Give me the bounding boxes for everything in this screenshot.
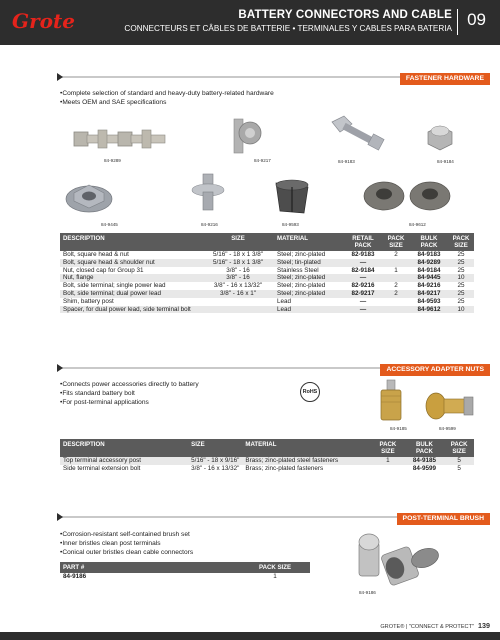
table-cell: 25	[448, 259, 474, 267]
section-marker-icon	[57, 73, 63, 81]
column-header: BULK PACK	[405, 439, 445, 457]
table-cell: Steel; zinc-plated	[274, 290, 344, 298]
table-cell: Side terminal extension bolt	[63, 464, 141, 472]
part-label: 84-9289	[104, 158, 121, 163]
table-cell: 25	[457, 251, 465, 258]
part-label: 84-9593	[282, 222, 299, 227]
footer-text: GROTE® | "CONNECT & PROTECT"	[380, 624, 474, 630]
section-marker-icon	[57, 364, 63, 372]
table-cell: 5	[457, 464, 461, 472]
part-label: 84-9183	[338, 159, 355, 164]
part-label: 84-9185	[390, 426, 407, 431]
section-title: POST-TERMINAL BRUSH	[397, 513, 490, 525]
table-cell: Bolt, side terminal; single power lead	[63, 282, 166, 290]
flange-nut-image	[62, 175, 118, 217]
table-cell: 2	[382, 290, 410, 298]
bullet-item: • Meets OEM and SAE specifications	[60, 98, 274, 107]
table-cell: Steel; zinc-plated	[277, 282, 326, 290]
table-cell: Steel; zinc-plated	[277, 251, 326, 258]
table-cell: 25	[457, 282, 465, 290]
table-cell: —	[344, 274, 382, 282]
bolt-nut-image	[328, 112, 393, 157]
table-cell: 84-9183	[417, 251, 441, 258]
table-cell: Brass; zinc-plated steel fasteners	[242, 457, 371, 465]
bullet-item: • Corrosion-resistant self-contained brush set	[60, 530, 193, 539]
column-header: MATERIAL	[242, 439, 371, 457]
part-label: 84-9216	[201, 222, 218, 227]
table-cell: Nut, flange	[60, 274, 202, 282]
single-lead-bolt-image	[186, 170, 231, 218]
table-cell: Shim, battery post	[63, 297, 114, 305]
table-cell: 3/8" - 16	[226, 266, 250, 274]
fastener-bullets	[60, 89, 274, 107]
table-cell: Top terminal accessory post	[60, 457, 188, 465]
table-row	[60, 465, 474, 473]
page-number: 139	[478, 621, 490, 630]
column-header: PACK SIZE	[240, 562, 310, 573]
table-cell: 1	[394, 266, 398, 274]
bullet-item: • Conical outer bristles clean cable connectors	[60, 548, 193, 557]
side-terminal-bolt-image	[228, 115, 278, 160]
table-cell: 25	[457, 266, 465, 274]
table-cell: Bolt, square head & nut	[63, 251, 129, 258]
section-header-adapter	[60, 364, 490, 372]
table-cell: 2	[394, 251, 398, 258]
bullet-item: • Inner bristles clean post terminals	[60, 539, 193, 548]
adapter-table	[60, 439, 474, 473]
column-header: MATERIAL	[274, 233, 344, 251]
section-title: FASTENER HARDWARE	[400, 73, 490, 85]
column-header: PART #	[60, 562, 240, 573]
page-footer	[380, 621, 490, 630]
column-header: SIZE	[202, 233, 274, 251]
column-header: RETAIL PACK	[344, 233, 382, 251]
table-row	[60, 274, 474, 282]
table-cell	[202, 298, 274, 306]
table-cell	[382, 259, 410, 267]
table-cell: Steel; zinc-plated	[274, 274, 344, 282]
table-cell: Lead	[274, 306, 344, 314]
section-header-brush	[60, 513, 490, 521]
section-header-fastener	[60, 73, 490, 81]
table-row	[60, 259, 474, 267]
square-bolts-image	[68, 118, 178, 168]
table-row	[60, 298, 474, 306]
table-header-row	[60, 439, 474, 457]
footer-bar	[0, 632, 500, 640]
brush-bullets	[60, 530, 193, 557]
table-cell: 5/16" - 18 x 1 3/8"	[202, 259, 274, 267]
table-cell: 82-9183	[351, 251, 375, 258]
closed-cap-nut-image	[420, 118, 460, 153]
part-label: 84-9612	[409, 222, 426, 227]
lead-spacers-image	[360, 178, 480, 218]
table-cell: 84-9185	[405, 457, 445, 465]
bullet-item: • Connects power accessories directly to battery	[60, 380, 199, 389]
battery-post-shim-image	[264, 177, 319, 219]
table-cell: 5	[444, 457, 474, 465]
table-cell: 25	[457, 297, 465, 305]
table-cell: Lead	[277, 297, 292, 305]
table-cell: 84-9445	[410, 274, 448, 282]
table-row	[60, 290, 474, 298]
bullet-item: • For post-terminal applications	[60, 398, 199, 407]
table-cell: 84-9599	[412, 464, 437, 472]
post-terminal-brush-image	[355, 528, 465, 598]
column-header: PACK SIZE	[448, 233, 474, 251]
table-cell: 10	[448, 274, 474, 282]
column-header: PACK SIZE	[444, 439, 474, 457]
table-cell	[382, 274, 410, 282]
column-header: BULK PACK	[410, 233, 448, 251]
table-cell: Nut, closed cap for Group 31	[63, 266, 144, 274]
table-cell: 5/16" - 18 x 1 3/8"	[213, 251, 263, 258]
grote-logo	[10, 7, 76, 35]
table-cell: Spacer, for dual power lead, side terminal bolt	[60, 306, 202, 314]
bullet-item: • Fits standard battery bolt	[60, 389, 199, 398]
table-cell: 84-9612	[410, 306, 448, 314]
table-cell	[382, 306, 410, 314]
table-cell	[382, 298, 410, 306]
table-cell	[202, 306, 274, 314]
table-cell	[371, 465, 405, 473]
adapter-bullets	[60, 380, 199, 407]
svg-text:Grote: Grote	[12, 9, 75, 33]
table-cell: 84-9184	[417, 266, 441, 274]
page-title: BATTERY CONNECTORS AND CABLE	[238, 9, 452, 21]
table-cell: —	[359, 297, 367, 305]
column-header: PACK SIZE	[382, 233, 410, 251]
table-header-row	[60, 562, 310, 573]
table-cell: 3/8" - 16	[202, 274, 274, 282]
section-title: ACCESSORY ADAPTER NUTS	[380, 364, 490, 376]
part-label: 84-9445	[101, 222, 118, 227]
table-row	[60, 573, 310, 581]
fastener-table	[60, 233, 474, 313]
table-cell: Bolt, square head & shoulder nut	[60, 259, 202, 267]
table-cell: 10	[448, 306, 474, 314]
table-cell: 3/8" - 16 x 13/32"	[213, 282, 263, 290]
table-row	[60, 267, 474, 275]
header-divider	[457, 9, 458, 35]
table-cell: 82-9216	[351, 282, 375, 290]
table-row	[60, 251, 474, 259]
table-row	[60, 306, 474, 314]
table-cell: 84-9216	[417, 282, 441, 290]
extension-bolt-image	[420, 388, 480, 426]
part-label: 84-9217	[254, 158, 271, 163]
table-cell: 84-9217	[410, 290, 448, 298]
table-cell: Brass; zinc-plated fasteners	[245, 464, 324, 472]
column-header: SIZE	[188, 439, 242, 457]
accessory-post-image	[365, 378, 425, 426]
bullet-item: • Complete selection of standard and heavy-duty battery-related hardware	[60, 89, 274, 98]
part-label: 84-9184	[437, 159, 454, 164]
part-label: 84-9599	[439, 426, 456, 431]
table-cell: 1	[273, 573, 277, 580]
page-header	[0, 0, 500, 45]
column-header: DESCRIPTION	[60, 233, 202, 251]
rohs-badge: RoHS	[300, 382, 320, 402]
table-cell: 3/8" - 16 x 13/32"	[191, 464, 240, 472]
table-cell: Stainless Steel	[277, 266, 319, 274]
table-cell: 84-9186	[63, 573, 87, 580]
table-cell: —	[344, 259, 382, 267]
section-number: 09	[467, 10, 486, 29]
table-cell: 25	[448, 290, 474, 298]
table-cell: 1	[371, 457, 405, 465]
column-header: DESCRIPTION	[60, 439, 188, 457]
table-header-row	[60, 233, 474, 251]
table-row	[60, 457, 474, 465]
table-cell: 82-9184	[351, 266, 375, 274]
page-subtitle: CONNECTEURS ET CÂBLES DE BATTERIE • TERMINALES Y CABLES PARA BATERIA	[124, 24, 452, 33]
table-cell: —	[344, 306, 382, 314]
column-header: PACK SIZE	[371, 439, 405, 457]
table-row	[60, 282, 474, 290]
part-label: 84-9186	[359, 590, 376, 595]
table-cell: Steel; tin-plated	[274, 259, 344, 267]
table-cell: 3/8" - 16 x 1"	[202, 290, 274, 298]
table-cell: 82-9217	[344, 290, 382, 298]
table-cell: 2	[394, 282, 398, 290]
table-cell: 5/16" - 18 x 9/16"	[188, 457, 242, 465]
brush-table	[60, 562, 310, 581]
table-cell: 84-9593	[417, 297, 441, 305]
table-cell: 84-9289	[410, 259, 448, 267]
section-marker-icon	[57, 513, 63, 521]
table-cell: Bolt, side terminal; dual power lead	[60, 290, 202, 298]
